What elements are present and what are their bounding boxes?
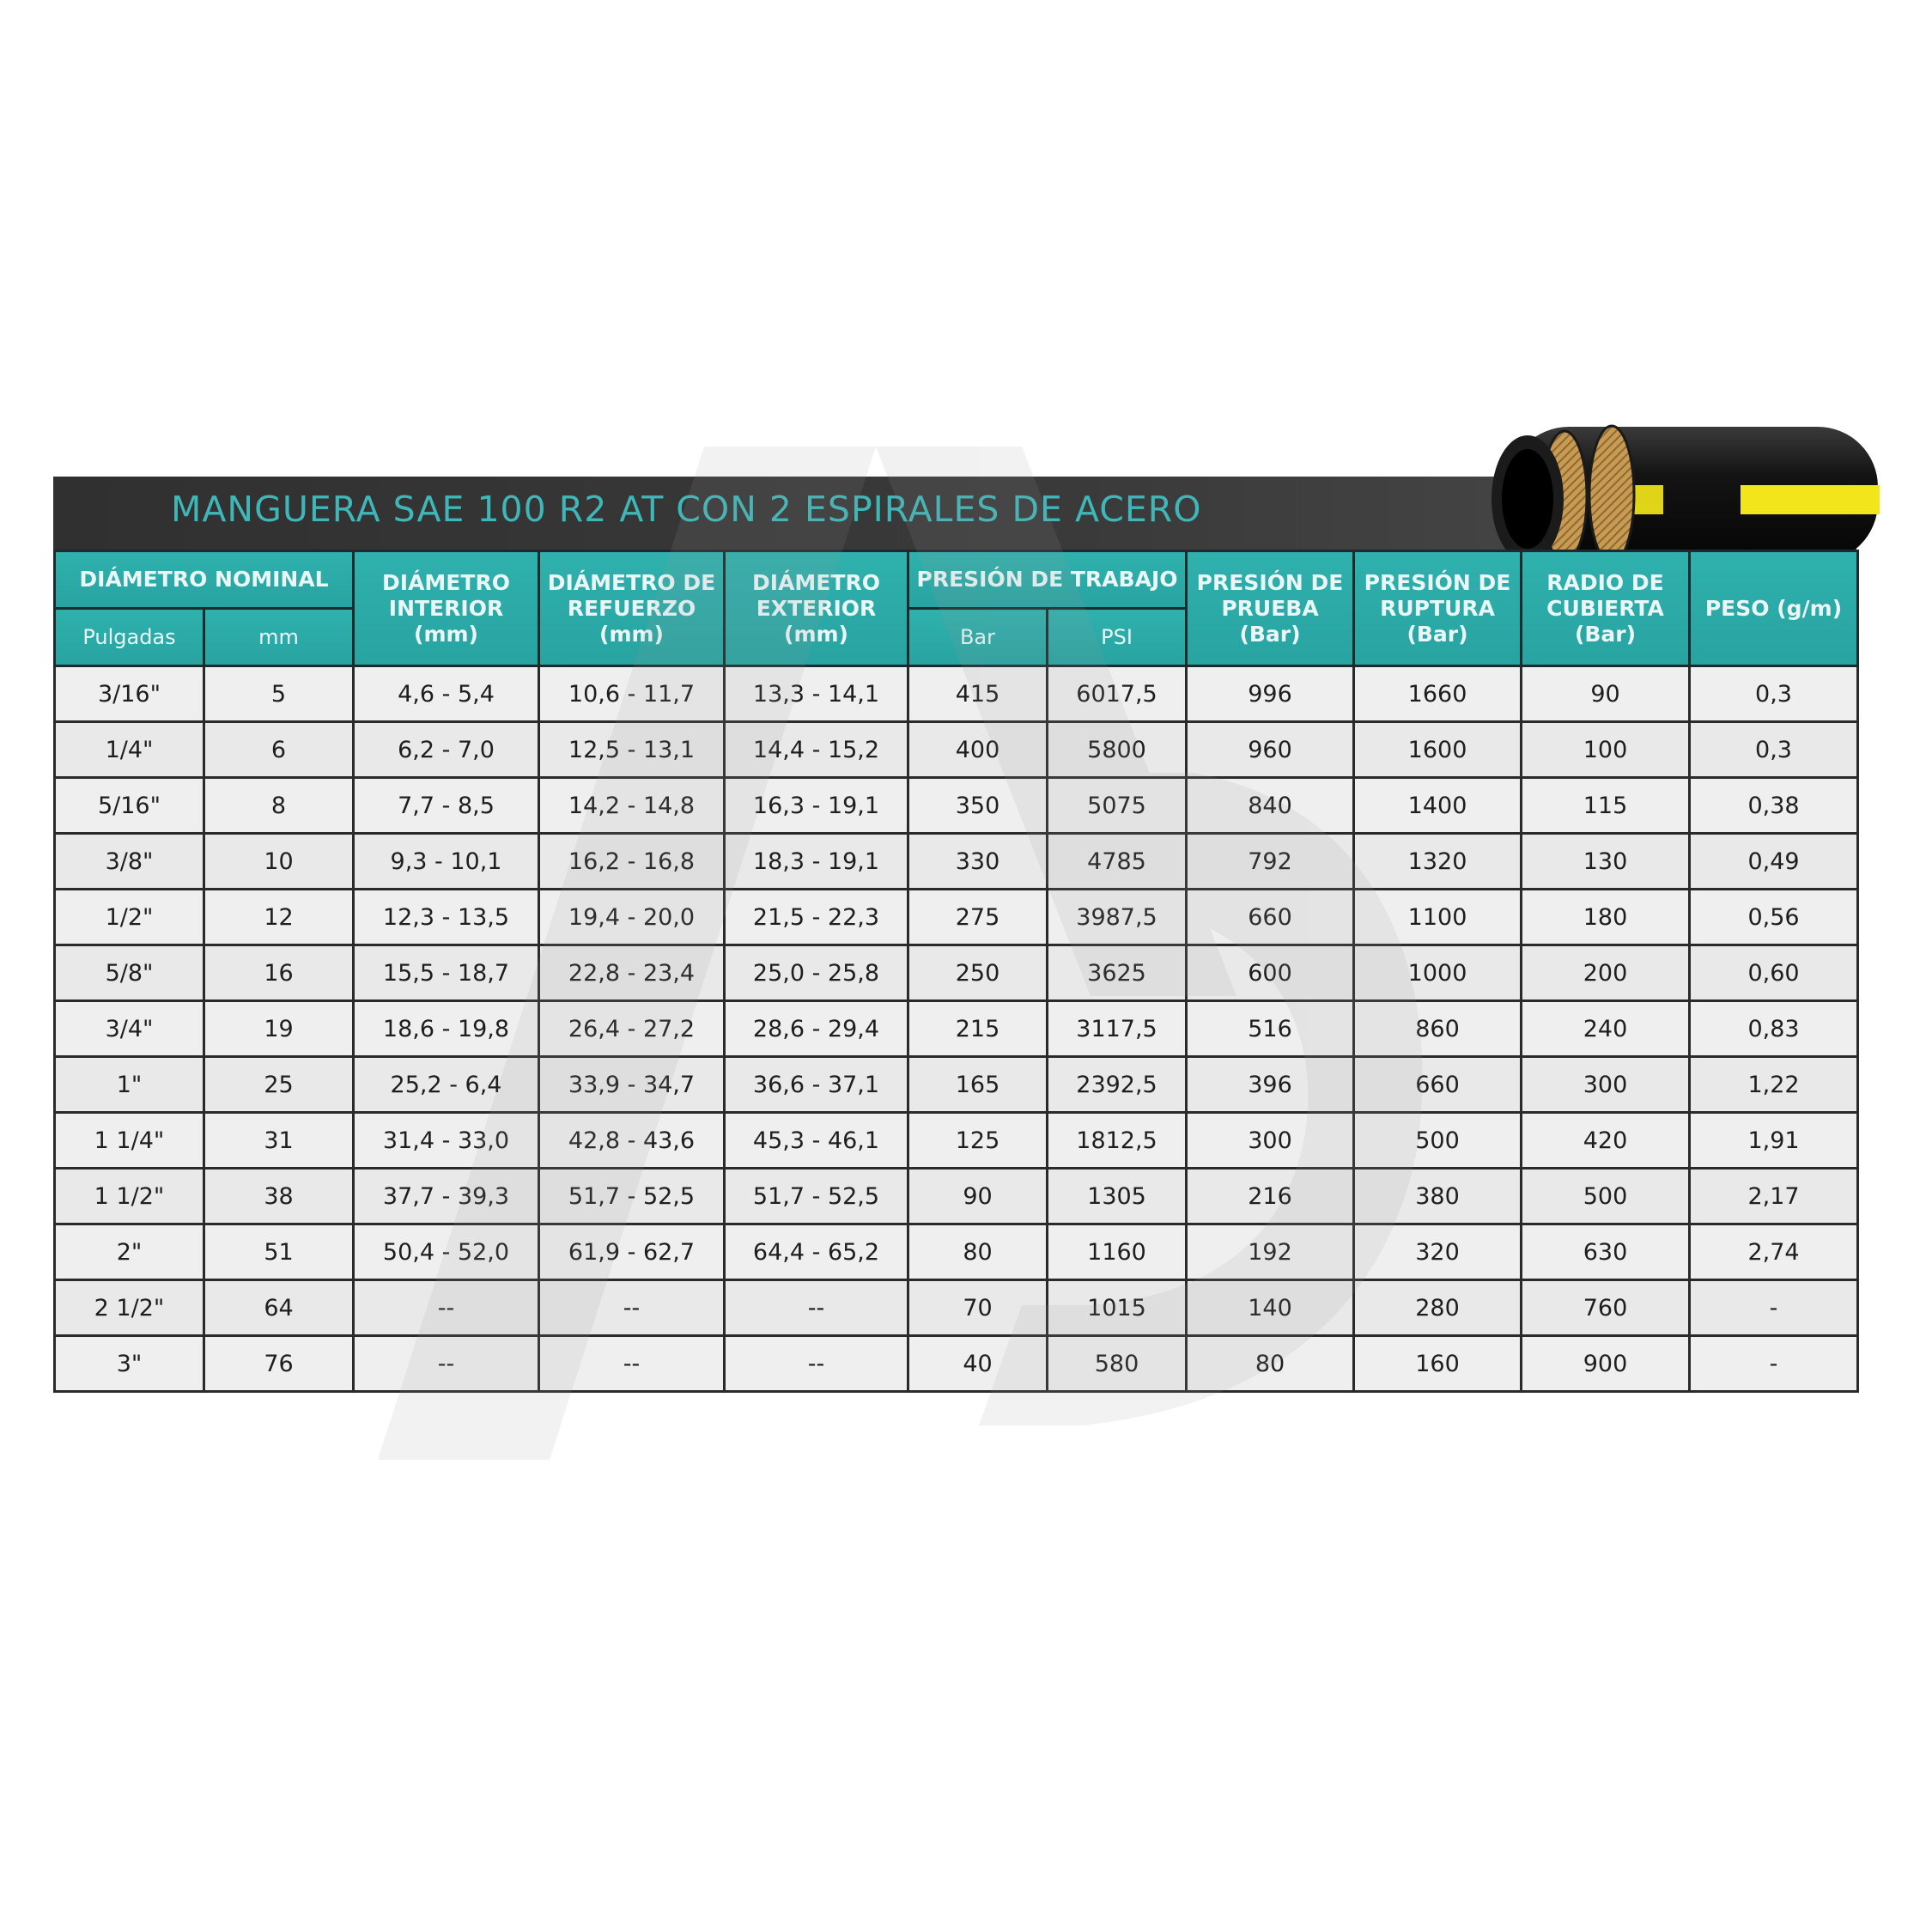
cell-peso: - xyxy=(1690,1280,1858,1336)
cell-radio-cubierta: 300 xyxy=(1522,1057,1690,1113)
cell-presion-prueba: 140 xyxy=(1187,1280,1354,1336)
cell-presion-ruptura: 1400 xyxy=(1354,778,1522,834)
table-row xyxy=(55,890,1858,945)
header-presion-prueba: PRESIÓN DE PRUEBA (Bar) xyxy=(1187,551,1354,666)
cell-psi: 1160 xyxy=(1048,1224,1187,1280)
table-row xyxy=(55,1336,1858,1392)
cell-peso: 0,83 xyxy=(1690,1001,1858,1057)
cell-psi: 1305 xyxy=(1048,1169,1187,1224)
cell-pulgadas: 3/4" xyxy=(55,1001,204,1057)
cell-bar: 275 xyxy=(908,890,1048,945)
cell-peso: 1,22 xyxy=(1690,1057,1858,1113)
table-row xyxy=(55,1224,1858,1280)
cell-pulgadas: 1/2" xyxy=(55,890,204,945)
cell-bar: 125 xyxy=(908,1113,1048,1169)
cell-diametro-refuerzo: 26,4 - 27,2 xyxy=(539,1001,725,1057)
cell-peso: 0,3 xyxy=(1690,722,1858,778)
cell-diametro-exterior: 28,6 - 29,4 xyxy=(725,1001,908,1057)
cell-presion-ruptura: 160 xyxy=(1354,1336,1522,1392)
cell-presion-prueba: 192 xyxy=(1187,1224,1354,1280)
cell-presion-ruptura: 280 xyxy=(1354,1280,1522,1336)
table-row xyxy=(55,1280,1858,1336)
header-radio-cubierta: RADIO DE CUBIERTA (Bar) xyxy=(1522,551,1690,666)
cell-presion-ruptura: 1000 xyxy=(1354,945,1522,1001)
cell-diametro-exterior: -- xyxy=(725,1336,908,1392)
cell-peso: 1,91 xyxy=(1690,1113,1858,1169)
cell-peso: - xyxy=(1690,1336,1858,1392)
cell-psi: 5075 xyxy=(1048,778,1187,834)
cell-peso: 0,38 xyxy=(1690,778,1858,834)
cell-presion-prueba: 600 xyxy=(1187,945,1354,1001)
cell-radio-cubierta: 100 xyxy=(1522,722,1690,778)
cell-diametro-exterior: 25,0 - 25,8 xyxy=(725,945,908,1001)
cell-presion-prueba: 396 xyxy=(1187,1057,1354,1113)
cell-psi: 5800 xyxy=(1048,722,1187,778)
cell-presion-prueba: 996 xyxy=(1187,666,1354,722)
cell-peso: 0,49 xyxy=(1690,834,1858,890)
cell-mm: 38 xyxy=(204,1169,354,1224)
cell-diametro-interior: 4,6 - 5,4 xyxy=(354,666,539,722)
cell-pulgadas: 3/16" xyxy=(55,666,204,722)
cell-presion-ruptura: 1320 xyxy=(1354,834,1522,890)
cell-diametro-refuerzo: 14,2 - 14,8 xyxy=(539,778,725,834)
cell-radio-cubierta: 115 xyxy=(1522,778,1690,834)
spec-table-body xyxy=(55,666,1858,1392)
cell-bar: 415 xyxy=(908,666,1048,722)
cell-bar: 400 xyxy=(908,722,1048,778)
cell-diametro-interior: 6,2 - 7,0 xyxy=(354,722,539,778)
cell-bar: 330 xyxy=(908,834,1048,890)
cell-diametro-refuerzo: 10,6 - 11,7 xyxy=(539,666,725,722)
cell-mm: 8 xyxy=(204,778,354,834)
cell-bar: 40 xyxy=(908,1336,1048,1392)
header-diametro-interior: DIÁMETRO INTERIOR (mm) xyxy=(354,551,539,666)
header-pulgadas: Pulgadas xyxy=(55,609,204,666)
cell-presion-ruptura: 320 xyxy=(1354,1224,1522,1280)
cell-pulgadas: 1/4" xyxy=(55,722,204,778)
cell-diametro-exterior: 36,6 - 37,1 xyxy=(725,1057,908,1113)
cell-diametro-refuerzo: -- xyxy=(539,1280,725,1336)
cell-diametro-refuerzo: -- xyxy=(539,1336,725,1392)
cell-presion-ruptura: 660 xyxy=(1354,1057,1522,1113)
cell-diametro-interior: 50,4 - 52,0 xyxy=(354,1224,539,1280)
cell-presion-ruptura: 1100 xyxy=(1354,890,1522,945)
cell-diametro-interior: 18,6 - 19,8 xyxy=(354,1001,539,1057)
cell-diametro-exterior: 18,3 - 19,1 xyxy=(725,834,908,890)
cell-diametro-exterior: -- xyxy=(725,1280,908,1336)
header-diametro-refuerzo: DIÁMETRO DE REFUERZO (mm) xyxy=(539,551,725,666)
cell-diametro-exterior: 45,3 - 46,1 xyxy=(725,1113,908,1169)
table-row xyxy=(55,722,1858,778)
cell-mm: 51 xyxy=(204,1224,354,1280)
table-row xyxy=(55,666,1858,722)
cell-pulgadas: 3/8" xyxy=(55,834,204,890)
cell-diametro-refuerzo: 61,9 - 62,7 xyxy=(539,1224,725,1280)
cell-presion-prueba: 300 xyxy=(1187,1113,1354,1169)
cell-mm: 64 xyxy=(204,1280,354,1336)
cell-mm: 6 xyxy=(204,722,354,778)
cell-radio-cubierta: 90 xyxy=(1522,666,1690,722)
cell-presion-prueba: 792 xyxy=(1187,834,1354,890)
table-row xyxy=(55,1113,1858,1169)
cell-radio-cubierta: 200 xyxy=(1522,945,1690,1001)
cell-psi: 6017,5 xyxy=(1048,666,1187,722)
cell-peso: 2,17 xyxy=(1690,1169,1858,1224)
cell-diametro-interior: 9,3 - 10,1 xyxy=(354,834,539,890)
cell-diametro-exterior: 64,4 - 65,2 xyxy=(725,1224,908,1280)
cell-presion-ruptura: 380 xyxy=(1354,1169,1522,1224)
cell-diametro-interior: 15,5 - 18,7 xyxy=(354,945,539,1001)
cell-pulgadas: 2" xyxy=(55,1224,204,1280)
cell-diametro-refuerzo: 42,8 - 43,6 xyxy=(539,1113,725,1169)
cell-diametro-exterior: 21,5 - 22,3 xyxy=(725,890,908,945)
cell-presion-prueba: 516 xyxy=(1187,1001,1354,1057)
cell-diametro-exterior: 14,4 - 15,2 xyxy=(725,722,908,778)
cell-presion-prueba: 960 xyxy=(1187,722,1354,778)
cell-psi: 580 xyxy=(1048,1336,1187,1392)
cell-diametro-interior: -- xyxy=(354,1336,539,1392)
table-row xyxy=(55,945,1858,1001)
cell-radio-cubierta: 130 xyxy=(1522,834,1690,890)
cell-pulgadas: 5/16" xyxy=(55,778,204,834)
cell-bar: 70 xyxy=(908,1280,1048,1336)
cell-radio-cubierta: 630 xyxy=(1522,1224,1690,1280)
cell-diametro-interior: 12,3 - 13,5 xyxy=(354,890,539,945)
spec-table xyxy=(53,550,1859,1393)
cell-presion-prueba: 216 xyxy=(1187,1169,1354,1224)
cell-psi: 1015 xyxy=(1048,1280,1187,1336)
cell-psi: 1812,5 xyxy=(1048,1113,1187,1169)
cell-psi: 3117,5 xyxy=(1048,1001,1187,1057)
cell-peso: 2,74 xyxy=(1690,1224,1858,1280)
cell-mm: 31 xyxy=(204,1113,354,1169)
cell-pulgadas: 3" xyxy=(55,1336,204,1392)
page-title: MANGUERA SAE 100 R2 AT CON 2 ESPIRALES DE ACERO xyxy=(171,489,1202,530)
table-row xyxy=(55,1169,1858,1224)
cell-mm: 76 xyxy=(204,1336,354,1392)
cell-mm: 19 xyxy=(204,1001,354,1057)
cell-diametro-exterior: 13,3 - 14,1 xyxy=(725,666,908,722)
cell-radio-cubierta: 420 xyxy=(1522,1113,1690,1169)
cell-peso: 0,60 xyxy=(1690,945,1858,1001)
header-presion-ruptura: PRESIÓN DE RUPTURA (Bar) xyxy=(1354,551,1522,666)
cell-presion-prueba: 840 xyxy=(1187,778,1354,834)
cell-diametro-interior: 37,7 - 39,3 xyxy=(354,1169,539,1224)
cell-presion-prueba: 80 xyxy=(1187,1336,1354,1392)
cell-diametro-exterior: 51,7 - 52,5 xyxy=(725,1169,908,1224)
cell-diametro-refuerzo: 33,9 - 34,7 xyxy=(539,1057,725,1113)
table-row xyxy=(55,1001,1858,1057)
cell-mm: 5 xyxy=(204,666,354,722)
cell-diametro-interior: 31,4 - 33,0 xyxy=(354,1113,539,1169)
cell-pulgadas: 1 1/4" xyxy=(55,1113,204,1169)
cell-presion-ruptura: 1600 xyxy=(1354,722,1522,778)
cell-presion-prueba: 660 xyxy=(1187,890,1354,945)
cell-psi: 3987,5 xyxy=(1048,890,1187,945)
table-row xyxy=(55,834,1858,890)
cell-presion-ruptura: 500 xyxy=(1354,1113,1522,1169)
cell-diametro-refuerzo: 51,7 - 52,5 xyxy=(539,1169,725,1224)
cell-bar: 165 xyxy=(908,1057,1048,1113)
table-row xyxy=(55,778,1858,834)
cell-radio-cubierta: 500 xyxy=(1522,1169,1690,1224)
cell-mm: 12 xyxy=(204,890,354,945)
cell-diametro-interior: 25,2 - 6,4 xyxy=(354,1057,539,1113)
cell-psi: 2392,5 xyxy=(1048,1057,1187,1113)
header-presion-trabajo: PRESIÓN DE TRABAJO xyxy=(908,551,1187,609)
cell-radio-cubierta: 900 xyxy=(1522,1336,1690,1392)
cell-bar: 80 xyxy=(908,1224,1048,1280)
cell-bar: 90 xyxy=(908,1169,1048,1224)
cell-diametro-refuerzo: 12,5 - 13,1 xyxy=(539,722,725,778)
cell-psi: 3625 xyxy=(1048,945,1187,1001)
cell-pulgadas: 2 1/2" xyxy=(55,1280,204,1336)
header-peso: PESO (g/m) xyxy=(1690,551,1858,666)
cell-diametro-interior: 7,7 - 8,5 xyxy=(354,778,539,834)
header-diametro-nominal: DIÁMETRO NOMINAL xyxy=(55,551,354,609)
cell-radio-cubierta: 240 xyxy=(1522,1001,1690,1057)
header-mm: mm xyxy=(204,609,354,666)
cell-bar: 350 xyxy=(908,778,1048,834)
header-bar: Bar xyxy=(908,609,1048,666)
table-row xyxy=(55,1057,1858,1113)
cell-pulgadas: 1 1/2" xyxy=(55,1169,204,1224)
cell-pulgadas: 1" xyxy=(55,1057,204,1113)
cell-presion-ruptura: 1660 xyxy=(1354,666,1522,722)
cell-diametro-interior: -- xyxy=(354,1280,539,1336)
cell-peso: 0,3 xyxy=(1690,666,1858,722)
header-diametro-exterior: DIÁMETRO EXTERIOR (mm) xyxy=(725,551,908,666)
spec-sheet xyxy=(53,477,1856,1438)
cell-mm: 10 xyxy=(204,834,354,890)
cell-radio-cubierta: 760 xyxy=(1522,1280,1690,1336)
cell-diametro-refuerzo: 19,4 - 20,0 xyxy=(539,890,725,945)
cell-psi: 4785 xyxy=(1048,834,1187,890)
cell-radio-cubierta: 180 xyxy=(1522,890,1690,945)
cell-peso: 0,56 xyxy=(1690,890,1858,945)
cell-bar: 250 xyxy=(908,945,1048,1001)
cell-presion-ruptura: 860 xyxy=(1354,1001,1522,1057)
cell-diametro-refuerzo: 16,2 - 16,8 xyxy=(539,834,725,890)
cell-diametro-exterior: 16,3 - 19,1 xyxy=(725,778,908,834)
cell-bar: 215 xyxy=(908,1001,1048,1057)
cell-pulgadas: 5/8" xyxy=(55,945,204,1001)
header-psi: PSI xyxy=(1048,609,1187,666)
cell-diametro-refuerzo: 22,8 - 23,4 xyxy=(539,945,725,1001)
cell-mm: 25 xyxy=(204,1057,354,1113)
cell-mm: 16 xyxy=(204,945,354,1001)
